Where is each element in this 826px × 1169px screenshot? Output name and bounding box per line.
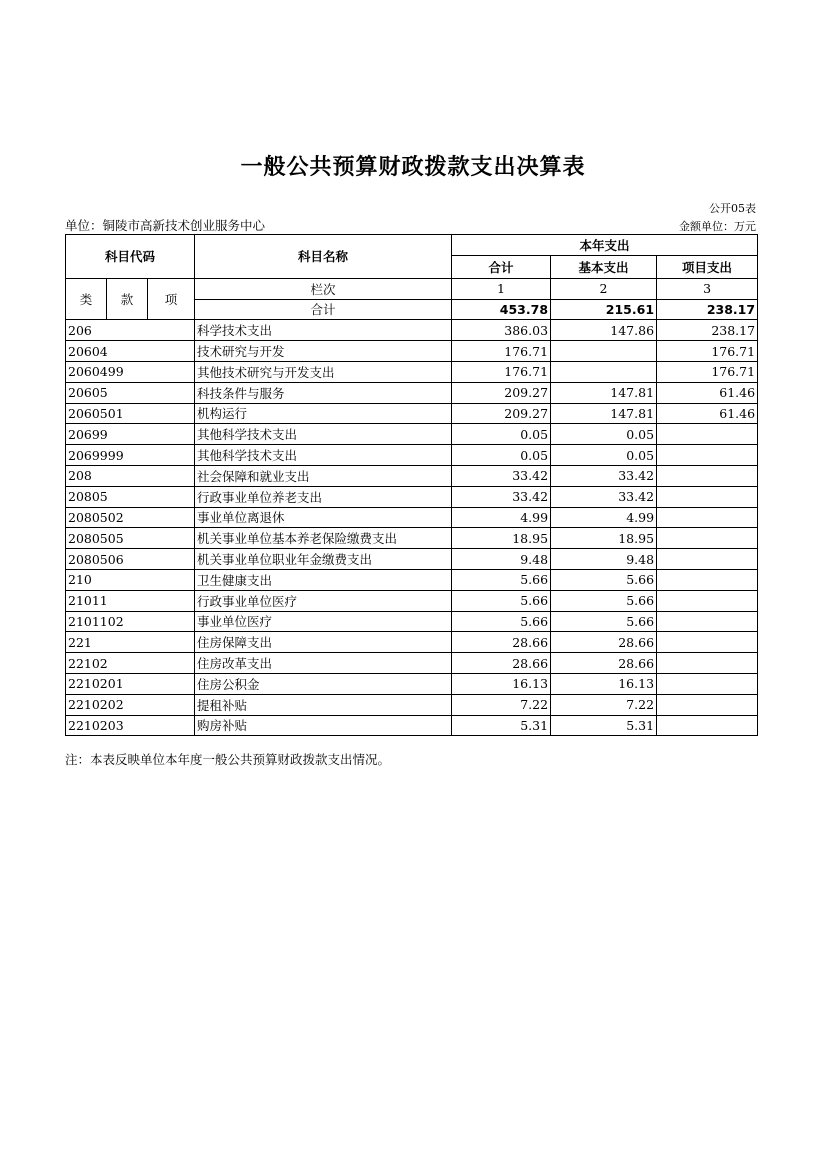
subject-name-cell: 卫生健康支出 [195,569,452,590]
total-cell: 33.42 [452,486,551,507]
project-cell [657,715,758,736]
subject-code-cell: 20604 [66,341,195,362]
subject-code-cell: 206 [66,320,195,341]
subject-name-cell: 住房保障支出 [195,632,452,653]
basic-cell: 5.31 [551,715,657,736]
total-cell: 33.42 [452,465,551,486]
basic-cell: 0.05 [551,424,657,445]
total-cell: 5.31 [452,715,551,736]
basic-cell: 16.13 [551,673,657,694]
sum-basic: 215.61 [551,299,657,320]
table-row [66,382,758,403]
table-row [66,445,758,466]
table-row [66,611,758,632]
table-row [66,549,758,570]
table-row [66,486,758,507]
table-row [66,673,758,694]
form-number: 公开05表 [709,202,756,215]
subject-name-cell: 提租补贴 [195,694,452,715]
table-row [66,361,758,382]
header-total: 合计 [452,255,551,278]
project-cell [657,549,758,570]
table-row [66,590,758,611]
subject-name-cell: 其他技术研究与开发支出 [195,361,452,382]
sum-label: 合计 [195,299,452,320]
basic-cell: 18.95 [551,528,657,549]
subject-code-cell: 2080506 [66,549,195,570]
basic-cell [551,341,657,362]
subject-name-cell: 技术研究与开发 [195,341,452,362]
subject-name-cell: 行政事业单位医疗 [195,590,452,611]
header-kuan: 款 [107,278,148,320]
total-cell: 386.03 [452,320,551,341]
subject-code-cell: 20805 [66,486,195,507]
subject-name-cell: 购房补贴 [195,715,452,736]
subject-name-cell: 机关事业单位基本养老保险缴费支出 [195,528,452,549]
table-row [66,465,758,486]
page-title: 一般公共预算财政拨款支出决算表 [240,155,586,180]
subject-name-cell: 科技条件与服务 [195,382,452,403]
table-row [66,653,758,674]
currency-label: 金额单位：万元 [679,220,756,233]
subject-code-cell: 20605 [66,382,195,403]
table-row [66,403,758,424]
table-row [66,569,758,590]
basic-cell: 9.48 [551,549,657,570]
col-index-2: 2 [551,278,657,299]
basic-cell: 5.66 [551,611,657,632]
project-cell [657,465,758,486]
basic-cell: 33.42 [551,465,657,486]
subject-name-cell: 科学技术支出 [195,320,452,341]
subject-code-cell: 210 [66,569,195,590]
subject-name-cell: 事业单位离退休 [195,507,452,528]
subject-name-cell: 其他科学技术支出 [195,424,452,445]
subject-code-cell: 2210203 [66,715,195,736]
basic-cell: 147.81 [551,403,657,424]
project-cell [657,653,758,674]
header-subject-name: 科目名称 [195,235,452,279]
project-cell [657,507,758,528]
basic-cell: 4.99 [551,507,657,528]
subject-name-cell: 住房公积金 [195,673,452,694]
table-row [66,320,758,341]
footnote: 注：本表反映单位本年度一般公共预算财政拨款支出情况。 [65,752,391,767]
project-cell [657,445,758,466]
subject-name-cell: 住房改革支出 [195,653,452,674]
subject-code-cell: 21011 [66,590,195,611]
project-cell [657,569,758,590]
project-cell: 238.17 [657,320,758,341]
total-cell: 176.71 [452,361,551,382]
project-cell [657,694,758,715]
header-subject-code: 科目代码 [66,235,195,279]
subject-code-cell: 2080505 [66,528,195,549]
subject-code-cell: 22102 [66,653,195,674]
total-cell: 28.66 [452,632,551,653]
total-cell: 209.27 [452,403,551,424]
project-cell: 61.46 [657,403,758,424]
unit-label: 单位：铜陵市高新技术创业服务中心 [65,218,266,233]
subject-code-cell: 208 [66,465,195,486]
subject-name-cell: 机构运行 [195,403,452,424]
basic-cell: 28.66 [551,632,657,653]
header-column-index: 栏次 [195,278,452,299]
unit-line [65,216,756,234]
project-cell: 61.46 [657,382,758,403]
subject-code-cell: 2101102 [66,611,195,632]
total-cell: 9.48 [452,549,551,570]
subject-code-cell: 2060499 [66,361,195,382]
total-cell: 5.66 [452,590,551,611]
total-cell: 176.71 [452,341,551,362]
header-lei: 类 [66,278,107,320]
table-row [66,694,758,715]
basic-cell: 147.86 [551,320,657,341]
expenditure-table [65,234,758,736]
total-cell: 7.22 [452,694,551,715]
project-cell [657,673,758,694]
col-index-1: 1 [452,278,551,299]
total-cell: 209.27 [452,382,551,403]
sum-project: 238.17 [657,299,758,320]
basic-cell: 33.42 [551,486,657,507]
total-cell: 0.05 [452,445,551,466]
total-cell: 28.66 [452,653,551,674]
subject-code-cell: 20699 [66,424,195,445]
basic-cell: 28.66 [551,653,657,674]
subject-name-cell: 机关事业单位职业年金缴费支出 [195,549,452,570]
total-cell: 16.13 [452,673,551,694]
basic-cell: 147.81 [551,382,657,403]
subject-name-cell: 行政事业单位养老支出 [195,486,452,507]
basic-cell: 5.66 [551,569,657,590]
project-cell [657,632,758,653]
subject-name-cell: 社会保障和就业支出 [195,465,452,486]
project-cell: 176.71 [657,341,758,362]
table-row [66,507,758,528]
subject-code-cell: 2210201 [66,673,195,694]
subject-code-cell: 2060501 [66,403,195,424]
header-xiang: 项 [148,278,195,320]
subject-name-cell: 其他科学技术支出 [195,445,452,466]
subject-name-cell: 事业单位医疗 [195,611,452,632]
header-basic: 基本支出 [551,255,657,278]
project-cell: 176.71 [657,361,758,382]
table-row [66,715,758,736]
subject-code-cell: 221 [66,632,195,653]
project-cell [657,528,758,549]
subject-code-cell: 2210202 [66,694,195,715]
col-index-3: 3 [657,278,758,299]
basic-cell: 0.05 [551,445,657,466]
basic-cell: 5.66 [551,590,657,611]
table-row [66,528,758,549]
total-cell: 5.66 [452,569,551,590]
table-row [66,632,758,653]
table-row [66,341,758,362]
sum-total: 453.78 [452,299,551,320]
total-cell: 0.05 [452,424,551,445]
total-cell: 5.66 [452,611,551,632]
basic-cell [551,361,657,382]
header-current-year: 本年支出 [452,235,758,256]
project-cell [657,590,758,611]
header-project: 项目支出 [657,255,758,278]
subject-code-cell: 2080502 [66,507,195,528]
total-cell: 18.95 [452,528,551,549]
project-cell [657,486,758,507]
basic-cell: 7.22 [551,694,657,715]
project-cell [657,424,758,445]
project-cell [657,611,758,632]
subject-code-cell: 2069999 [66,445,195,466]
total-cell: 4.99 [452,507,551,528]
table-row [66,424,758,445]
